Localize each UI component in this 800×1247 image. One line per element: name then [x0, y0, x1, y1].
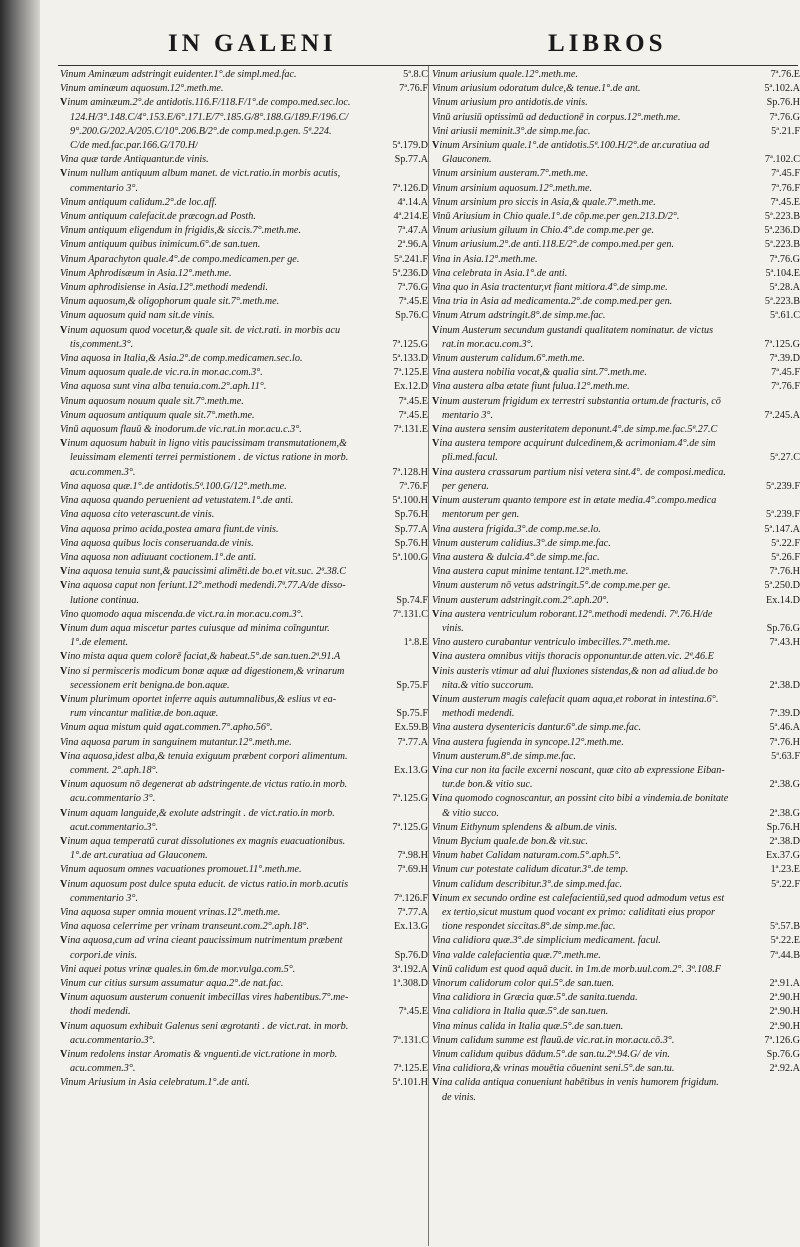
entry-line: Vinum Aparachyton quale.4°.de compo.medicamen.per ge. 5ª.241.F — [60, 253, 428, 265]
entry-continuation-line: tis,comment.3°. 7ª.125.G — [70, 338, 428, 350]
entry-continuation-line: tur.de bon.& vitio suc. 2ª.38.G — [442, 779, 800, 791]
entry-line: Vinum aquosum quod vocetur,& quale sit. de vict.rati. in morbis acu — [60, 324, 341, 336]
entry-line: Vinis austeris vtimur ad alui fluxiones sistendas,& non ad aliud.de bo — [432, 665, 718, 677]
entry-line: Vinum antiquum calefacit.de præcogn.ad Posth. 4ª.214.E — [60, 211, 428, 223]
page-binding-edge — [0, 0, 40, 1247]
index-entry — [432, 579, 800, 593]
entry-line: Vinum austerum quanto tempore est in ætate media.4°.compo.medica — [432, 495, 717, 507]
entry-line: Vinum Austerum secundum gustandi qualitatem nominatur. de victus — [432, 324, 714, 336]
entry-line: Vinum aqua temperatū curat dissolutiones ex magnis euacuationibus. — [60, 835, 346, 847]
entry-line: Vinū aquosum flauū & inodorum.de vic.rat.in mor.acu.c.3°. 7ª.131.E — [60, 424, 428, 436]
entry-line: Vina aquosa,idest alba,& tenuia exiguum præbent corpori alimentum. — [60, 750, 348, 762]
entry-line: Vino austero curabantur ventriculo imbecilles.7°.meth.me. 7ª.43.H — [432, 637, 800, 649]
index-entry — [60, 82, 428, 96]
entry-line: Vinum aqua mistum quid agat.commen.7°.apho.56°. Ex.59.B — [60, 722, 428, 734]
entry-line: Vina celebrata in Asia.1°.de anti. 5ª.104.E — [432, 267, 800, 279]
entry-line: Vina minus calida in Italia quæ.5°.de san.tuen. 2ª.90.H — [432, 1020, 800, 1032]
entry-line: Vinum Aminæum adstringit euidenter.1°.de simpl.med.fac. 5ª.8.C — [60, 69, 428, 80]
entry-line: Vina aquosa caput non feriunt.12°.methodi medendi.7ª.77.A/de disso- — [60, 580, 346, 592]
index-entry — [432, 934, 800, 948]
index-entry — [60, 196, 428, 210]
entry-line: Vinum aquosum nouum quale sit.7°.meth.me. 7ª.45.E — [60, 395, 428, 407]
index-entry — [60, 977, 428, 991]
index-entry — [60, 721, 428, 735]
entry-line: Vinum aminæum aquosum.12°.meth.me. 7ª.76.F — [60, 83, 428, 95]
entry-line: Vinum cur citius sursum assumatur aqua.2°.de nat.fac. 1ª.308.D — [60, 978, 428, 989]
entry-line: Vina austera & dulcia.4°.de simp.me.fac. 5ª.26.F — [432, 551, 800, 563]
entry-line: Vinum aquosum quale.de vic.ra.in mor.ac.com.3°. 7ª.125.E — [60, 367, 428, 379]
index-entry — [60, 565, 428, 579]
index-entry — [60, 622, 428, 650]
index-entry — [432, 210, 800, 224]
index-entry — [432, 892, 800, 935]
entry-line: Vinum arsinium pro siccis in Asia,& quale.7°.meth.me. 7ª.45.E — [432, 196, 800, 208]
index-entry — [432, 324, 800, 352]
entry-line: Vinum arsinium austeram.7°.meth.me. 7ª.45.F — [432, 168, 800, 180]
index-entry — [432, 750, 800, 764]
entry-line: Vinum austerum nō vetus adstringit.5°.de comp.me.per ge. 5ª.250.D — [432, 580, 800, 592]
index-entry — [432, 963, 800, 977]
index-entry — [60, 267, 428, 281]
entry-line: Vini aquei potus vrinæ quales.in 6m.de mor.vulga.com.5°. 3ª.192.A — [60, 963, 428, 975]
entry-line: Vinum antiquum calidum.2°.de loc.aff. 4ª.14.A — [60, 196, 428, 208]
index-entry — [60, 608, 428, 622]
index-entry — [432, 196, 800, 210]
entry-line: Vinum antiquum eligendum in frigidis,& siccis.7°.meth.me. 7ª.47.A — [60, 225, 428, 237]
entry-line: Vinorum calidorum color qui.5°.de san.tuen. 2ª.91.A — [432, 978, 800, 989]
entry-line: Vinum Atrum adstringit.8°.de simp.me.fac. 5ª.61.C — [432, 310, 800, 322]
index-column-left — [60, 68, 428, 1091]
entry-line: Vinum ariusium pro antidotis.de vinis. Sp.76.H — [432, 97, 800, 109]
entry-line: Vinū Ariusium in Chio quale.1°.de cōp.me.per gen.213.D/2°. 5ª.223.B — [432, 211, 800, 223]
index-entry — [432, 1005, 800, 1019]
index-entry — [432, 949, 800, 963]
entry-line: Vinum aquam languide,& exolute adstringit . de vict.ratio.in morb. — [60, 807, 335, 819]
entry-continuation-line: leuissimam elementi terrei permistionem . de victus ratione in morb. — [70, 452, 349, 464]
index-entry — [432, 523, 800, 537]
index-entry — [432, 267, 800, 281]
entry-continuation-line: acu.commen.3°. 7ª.125.E — [70, 1063, 428, 1075]
entry-line: Vinum arsinium aquosum.12°.meth.me. 7ª.76.F — [432, 182, 800, 194]
entry-line: Vina austera frigida.3°.de comp.me.se.lo. 5ª.147.A — [432, 523, 800, 535]
entry-line: Vina calidiora,& vrinas mouētia cōuenint seni.5°.de san.tu. 2ª.92.A — [432, 1063, 800, 1075]
entry-line: Vina aquosa primo acida,postea amara fiunt.de vinis. Sp.77.A — [60, 523, 428, 535]
index-entry — [432, 224, 800, 238]
index-entry — [60, 934, 428, 962]
entry-line: Vinum aquosum habuit in ligno vitis paucissimam transmutationem,& — [60, 438, 347, 450]
index-entry — [60, 878, 428, 906]
entry-continuation-line: acu.commentario 3°. 7ª.125.G — [70, 793, 428, 805]
entry-continuation-line: nita.& vitio succorum. 2ª.38.D — [442, 679, 800, 691]
index-entry — [60, 380, 428, 394]
entry-line: Vinum ariusium giluum in Chio.4°.de comp.me.per ge. 5ª.236.D — [432, 225, 800, 237]
index-entry — [432, 665, 800, 693]
entry-continuation-line: 124.H/3°.148.C/4°.153.E/6°.171.E/7°.185.G/8°.188.G/189.F/196.C/ — [70, 111, 349, 123]
index-entry — [432, 111, 800, 125]
index-entry — [60, 210, 428, 224]
index-entry — [432, 366, 800, 380]
entry-line: Vinum ex secundo ordine est calefacientiū,sed quod admodum vetus est — [432, 892, 725, 904]
entry-continuation-line: secessionem erit benigna.de bon.aquæ. Sp.75.F — [70, 679, 428, 691]
index-entry — [432, 650, 800, 664]
entry-line: Vinū calidum est quod aquā ducit. in 1m.de morb.uul.com.2°. 3ª.108.F — [432, 963, 721, 975]
index-entry — [432, 295, 800, 309]
entry-line: Vina aquosa,cum ad vrina cieant paucissimum nutrimentum præbent — [60, 935, 343, 947]
entry-line: Vinum cur potestate calidum dicatur.3°.de temp. 1ª.23.E — [432, 864, 800, 876]
index-entry — [60, 508, 428, 522]
entry-line: Vina austera alba ætate fiunt fulua.12°.meth.me. 7ª.76.F — [432, 381, 800, 393]
index-entry — [60, 693, 428, 721]
index-entry — [432, 182, 800, 196]
entry-line: Vina aquosa celerrime per vrinam transeunt.com.2°.aph.18°. Ex.13.G — [60, 921, 428, 933]
index-entry — [432, 139, 800, 167]
index-entry — [60, 167, 428, 195]
index-entry — [60, 153, 428, 167]
entry-line: Vinum austerum magis calefacit quam aqua,et roborat in intestina.6°. — [432, 693, 719, 705]
index-entry — [432, 96, 800, 110]
index-entry — [60, 324, 428, 352]
index-entry — [432, 821, 800, 835]
entry-continuation-line: comment. 2°.aph.18°. Ex.13.G — [70, 764, 428, 776]
entry-line: Vinum austerum calidum.6°.meth.me. 7ª.39.D — [432, 353, 800, 365]
running-head-right: LIBROS — [548, 30, 667, 57]
entry-continuation-line: thodi medendi. 7ª.45.E — [70, 1006, 428, 1018]
index-entry — [432, 565, 800, 579]
index-entry — [60, 750, 428, 778]
index-entry — [432, 878, 800, 892]
entry-line: Vinum calidum quibus dādum.5°.de san.tu.2ª.94.G/ de vin. Sp.76.G — [432, 1049, 800, 1061]
entry-line: Vinum ariusium quale.12°.meth.me. 7ª.76.E — [432, 69, 800, 80]
index-entry — [432, 494, 800, 522]
entry-line: Vinum aminæum.2°.de antidotis.116.F/118.F/1°.de compo.med.sec.loc. — [60, 97, 351, 109]
entry-continuation-line: acut.commentario.3°. 7ª.125.G — [70, 821, 428, 833]
entry-line: Vinum Arsinium quale.1°.de antidotis.5ª.100.H/2°.de ar.curatiua ad — [432, 140, 710, 152]
index-entry — [60, 835, 428, 863]
index-entry — [60, 96, 428, 153]
entry-line: Vina austera tempore acquirunt dulcedinem,& acrimoniam.4°.de sim — [432, 438, 716, 450]
index-entry — [60, 736, 428, 750]
index-entry — [432, 1034, 800, 1048]
entry-continuation-line: vinis. Sp.76.G — [442, 622, 800, 634]
index-entry — [432, 792, 800, 820]
index-entry — [60, 437, 428, 480]
entry-line: Vinum Bycium quale.de bon.& vit.suc. 2ª.38.D — [432, 835, 800, 847]
index-entry — [60, 1020, 428, 1048]
index-entry — [60, 480, 428, 494]
entry-line: Vinum nullum antiquum album manet. de vict.ratio.in morbis acutis, — [60, 168, 341, 180]
entry-line: Vina calidiora in Græcia quæ.5°.de sanita.tuenda. 2ª.90.H — [432, 992, 800, 1004]
entry-line: Vina austera sensim austeritatem deponunt.4°.de simp.me.fac.5ª.27.C — [432, 424, 718, 436]
entry-line: Vina aquosa sunt vina alba tenuia.com.2°.aph.11°. Ex.12.D — [60, 381, 428, 393]
running-header — [0, 30, 800, 62]
entry-line: Vina austera omnibus vitijs thoracis opponuntur.de atten.vic. 2ª.46.E — [432, 651, 714, 663]
index-entry — [432, 594, 800, 608]
index-entry — [432, 693, 800, 721]
index-entry — [432, 608, 800, 636]
entry-continuation-line: acu.commentario.3°. 7ª.131.C — [70, 1034, 428, 1046]
entry-line: Vina aquosa super omnia mouent vrinas.12°.meth.me. 7ª.77.A — [60, 906, 428, 918]
entry-line: Vinum aquosum nō degenerat ab adstringente.de victus ratio.in morb. — [60, 779, 348, 791]
entry-line: Vinum ariusium odoratum dulce,& tenue.1°.de ant. 5ª.102.A — [432, 83, 800, 95]
entry-line: Vina austera nobilia vocat,& qualia sint.7°.meth.me. 7ª.45.F — [432, 367, 800, 379]
index-entry — [60, 253, 428, 267]
entry-line: Vina calidiora quæ.3°.de simplicium medicament. facul. 5ª.22.E — [432, 935, 800, 947]
index-entry — [432, 281, 800, 295]
index-entry — [432, 551, 800, 565]
index-entry — [60, 295, 428, 309]
entry-continuation-line: pli.med.facul. 5ª.27.C — [442, 452, 800, 464]
index-entry — [432, 991, 800, 1005]
index-entry — [432, 352, 800, 366]
entry-continuation-line: commentario 3°. 7ª.126.F — [70, 892, 428, 904]
entry-line: Vina austera crassarum partium nisi vetera sint.4°. de composi.medica. — [432, 466, 726, 478]
index-entry — [60, 238, 428, 252]
index-entry — [60, 963, 428, 977]
entry-line: Vina quo in Asia tractentur,vt fiant mitiora.4°.de simp.me. 5ª.28.A — [432, 282, 800, 294]
index-entry — [60, 309, 428, 323]
entry-line: Vinum ariusium.2°.de anti.118.E/2°.de compo.med.per gen. 5ª.223.B — [432, 239, 800, 251]
entry-line: Vina quomodo cognoscantur, an possint cito bibi a vindemia.de bonitate — [432, 793, 729, 805]
entry-line: Vina aquosa in Italia,& Asia.2°.de comp.medicamen.sec.lo. 5ª.133.D — [60, 353, 428, 365]
index-entry — [60, 366, 428, 380]
entry-line: Vinum calidum summe est flauū.de vic.rat.in mor.acu.cō.3°. 7ª.126.G — [432, 1034, 800, 1046]
entry-line: Vinum aphrodisiense in Asia.12°.methodi medendi. 7ª.76.G — [60, 282, 428, 294]
index-entry — [60, 551, 428, 565]
entry-line: Vinum redolens instar Aromatis & vnguenti.de vict.ratione in morb. — [60, 1049, 338, 1061]
index-entry — [432, 125, 800, 139]
entry-line: Vinum dum aqua miscetur partes cuiusque ad minima coīnguntur. — [60, 622, 330, 634]
entry-continuation-line: methodi medendi. 7ª.39.D — [442, 708, 800, 720]
entry-line: Vinum aquosum quid nam sit.de vinis. Sp.76.C — [60, 310, 428, 322]
index-entry — [60, 863, 428, 877]
entry-line: Vina calida antiqua conueniunt habētibus in venis humorem frigidum. — [432, 1077, 719, 1089]
entry-line: Vinum aquosum exhibuit Galenus seni ægrotanti . de vict.rat. in morb. — [60, 1020, 349, 1032]
entry-continuation-line: rum vincantur malitiæ.de bon.aquæ. Sp.75.F — [70, 708, 428, 720]
entry-continuation-line: 1°.de element. 1ª.8.E — [70, 637, 428, 649]
index-entry — [60, 906, 428, 920]
index-entry — [432, 253, 800, 267]
entry-continuation-line: corpori.de vinis. Sp.76.D — [70, 949, 428, 961]
entry-line: Vina calidiora in Italia quæ.5°.de san.tuen. 2ª.90.H — [432, 1006, 800, 1018]
index-entry — [60, 665, 428, 693]
entry-continuation-line: mentorum per gen. 5ª.239.F — [442, 509, 800, 521]
index-entry — [432, 537, 800, 551]
index-entry — [432, 1062, 800, 1076]
entry-line: Vino mista aqua quem colorē faciat,& habeat.5°.de san.tuen.2ª.91.A — [60, 651, 341, 663]
index-entry — [432, 1020, 800, 1034]
index-entry — [60, 1048, 428, 1076]
entry-continuation-line: lutione continua. Sp.74.F — [70, 594, 428, 606]
entry-line: Vina quæ tarde Antiquantur.de vinis. Sp.77.A — [60, 154, 428, 166]
entry-continuation-line: 9°.200.G/202.A/205.C/10°.206.B/2°.de comp.med.p.gen. 5ª.224. — [70, 125, 332, 137]
index-column-right — [432, 68, 800, 1105]
index-entry — [60, 423, 428, 437]
entry-continuation-line: acu.commen.3°. 7ª.128.H — [70, 466, 428, 478]
index-entry — [60, 68, 428, 82]
index-entry — [432, 1048, 800, 1062]
index-entry — [60, 494, 428, 508]
entry-line: Vina aquosa quando peruenient ad vetustatem.1°.de anti. 5ª.100.H — [60, 495, 428, 507]
entry-line: Vinum austerum frigidum ex terrestri substantia ortum.de fracturis, cō — [432, 395, 721, 407]
entry-line: Vinum aquosum omnes vacuationes promouet.11°.meth.me. 7ª.69.H — [60, 864, 428, 876]
entry-continuation-line: C/de med.fac.par.166.G/170.H/ 5ª.179.D — [70, 140, 428, 152]
index-entry — [60, 920, 428, 934]
entry-continuation-line: mentario 3°. 7ª.245.A — [442, 409, 800, 421]
entry-line: Vina austera caput minime tentant.12°.meth.me. 7ª.76.H — [432, 566, 800, 578]
entry-continuation-line: per genera. 5ª.239.F — [442, 480, 800, 492]
index-entry — [60, 991, 428, 1019]
index-entry — [432, 309, 800, 323]
entry-line: Vina in Asia.12°.meth.me. 7ª.76.G — [432, 253, 800, 265]
entry-line: Vinū ariusiū optissimū ad deductionē in corpus.12°.meth.me. 7ª.76.G — [432, 111, 800, 123]
entry-line: Vino si permisceris modicum bonæ aquæ ad digestionem,& vrinarum — [60, 665, 345, 677]
index-entry — [60, 1076, 428, 1090]
index-entry — [60, 807, 428, 835]
entry-line: Vinum Eithynum splendens & album.de vinis. Sp.76.H — [432, 821, 800, 833]
index-entry — [432, 82, 800, 96]
entry-line: Vinum aquosum,& oligophorum quale sit.7°.meth.me. 7ª.45.E — [60, 296, 428, 308]
index-entry — [432, 380, 800, 394]
entry-line: Vino quomodo aqua miscenda.de vict.ra.in mor.acu.com.3°. 7ª.131.C — [60, 608, 428, 620]
entry-line: Vinum Aphrodisæum in Asia.12°.meth.me. 5ª.236.D — [60, 267, 428, 279]
entry-line: Vina austera ventriculum roborant.12°.methodi medendi. 7ª.76.H/de — [432, 608, 713, 620]
entry-line: Vinum plurimum oportet inferre aquis autumnalibus,& eslius vt ea- — [60, 693, 337, 705]
index-entry — [60, 395, 428, 409]
entry-line: Vinum antiquum quibus inimicum.6°.de san.tuen. 2ª.96.A — [60, 239, 428, 251]
index-entry — [432, 835, 800, 849]
index-entry — [432, 423, 800, 437]
entry-line: Vinum aquosum post dulce sputa educit. de victus ratio.in morb.acutis — [60, 878, 349, 890]
index-entry — [432, 764, 800, 792]
entry-line: Vina valde calefacientia quæ.7°.meth.me. 7ª.44.B — [432, 949, 800, 961]
entry-continuation-line: de vinis. — [442, 1091, 476, 1103]
index-entry — [60, 352, 428, 366]
entry-continuation-line: 1°.de art.curatiua ad Glauconem. 7ª.98.H — [70, 850, 428, 862]
entry-line: Vina aquosa cito veterascunt.de vinis. Sp.76.H — [60, 509, 428, 521]
entry-line: Vina cur non ita facile excerni noscant, quæ cito ab expressione Eiban- — [432, 764, 725, 776]
index-entry — [432, 849, 800, 863]
entry-continuation-line: rat.in mor.acu.com.3°. 7ª.125.G — [442, 338, 800, 350]
entry-line: Vinum aquosum austerum conuenit imbecillas vires habentibus.7°.me- — [60, 992, 349, 1004]
entry-continuation-line: ex tertio,sicut mustum quod vocant ex primo: caliditati eius propor — [442, 906, 715, 918]
index-entry — [60, 281, 428, 295]
index-entry — [60, 650, 428, 664]
entry-line: Vinum austerum.8°.de simp.me.fac. 5ª.63.F — [432, 750, 800, 762]
index-entry — [60, 523, 428, 537]
entry-line: Vinum Ariusium in Asia celebratum.1°.de anti. 5ª.101.H — [60, 1077, 428, 1089]
index-entry — [432, 1076, 800, 1104]
entry-line: Vinum austerum calidius.3°.de simp.me.fac. 5ª.22.F — [432, 537, 800, 549]
entry-line: Vina aquosa tenuia sunt,& paucissimi alimēti.de bo.et vit.suc. 2ª.38.C — [60, 566, 347, 578]
entry-line: Vina austera fugienda in syncope.12°.meth.me. 7ª.76.H — [432, 736, 800, 748]
index-entry — [60, 778, 428, 806]
entry-line: Vina aquosa parum in sanguinem mutantur.12°.meth.me. 7ª.77.A — [60, 736, 428, 748]
index-entry — [60, 537, 428, 551]
index-entry — [432, 395, 800, 423]
entry-line: Vina aquosa quæ.1°.de antidotis.5ª.100.G/12°.meth.me. 7ª.76.F — [60, 480, 428, 492]
entry-line: Vina aquosa quibus locis conseruanda.de vinis. Sp.76.H — [60, 537, 428, 549]
entry-continuation-line: Glauconem. 7ª.102.C — [442, 154, 800, 166]
entry-line: Vinum aquosum antiquum quale sit.7°.meth.me. 7ª.45.E — [60, 409, 428, 421]
index-entry — [60, 579, 428, 607]
index-entry — [60, 224, 428, 238]
index-entry — [432, 721, 800, 735]
index-entry — [432, 636, 800, 650]
index-entry — [432, 863, 800, 877]
entry-continuation-line: tione respondet siccitas.8°.de simp.me.fac. 5ª.57.B — [442, 921, 800, 933]
entry-line: Vini ariusii meminit.3°.de simp.me.fac. 5ª.21.F — [432, 125, 800, 137]
index-entry — [432, 437, 800, 465]
entry-line: Vinum austerum adstringit.com.2°.aph.20°. Ex.14.D — [432, 594, 800, 606]
index-entry — [432, 977, 800, 991]
index-entry — [432, 736, 800, 750]
index-entry — [432, 68, 800, 82]
entry-line: Vinum calidum describitur.3°.de simp.med.fac. 5ª.22.F — [432, 878, 800, 890]
index-entry — [60, 409, 428, 423]
entry-line: Vinum habet Calidam naturam.com.5°.aph.5°. Ex.37.G — [432, 850, 800, 862]
index-entry — [432, 238, 800, 252]
column-divider — [428, 66, 429, 1246]
running-head-left: IN GALENI — [168, 30, 337, 57]
entry-line: Vina tria in Asia ad medicamenta.2°.de comp.med.per gen. 5ª.223.B — [432, 296, 800, 308]
index-entry — [432, 167, 800, 181]
entry-line: Vina aquosa non adiuuant coctionem.1°.de anti. 5ª.100.G — [60, 551, 428, 563]
entry-continuation-line: & vitio succo. 2ª.38.G — [442, 807, 800, 819]
entry-line: Vina austera dysentericis dantur.6°.de simp.me.fac. 5ª.46.A — [432, 722, 800, 734]
index-entry — [432, 466, 800, 494]
entry-continuation-line: commentario 3°. 7ª.126.D — [70, 182, 428, 194]
